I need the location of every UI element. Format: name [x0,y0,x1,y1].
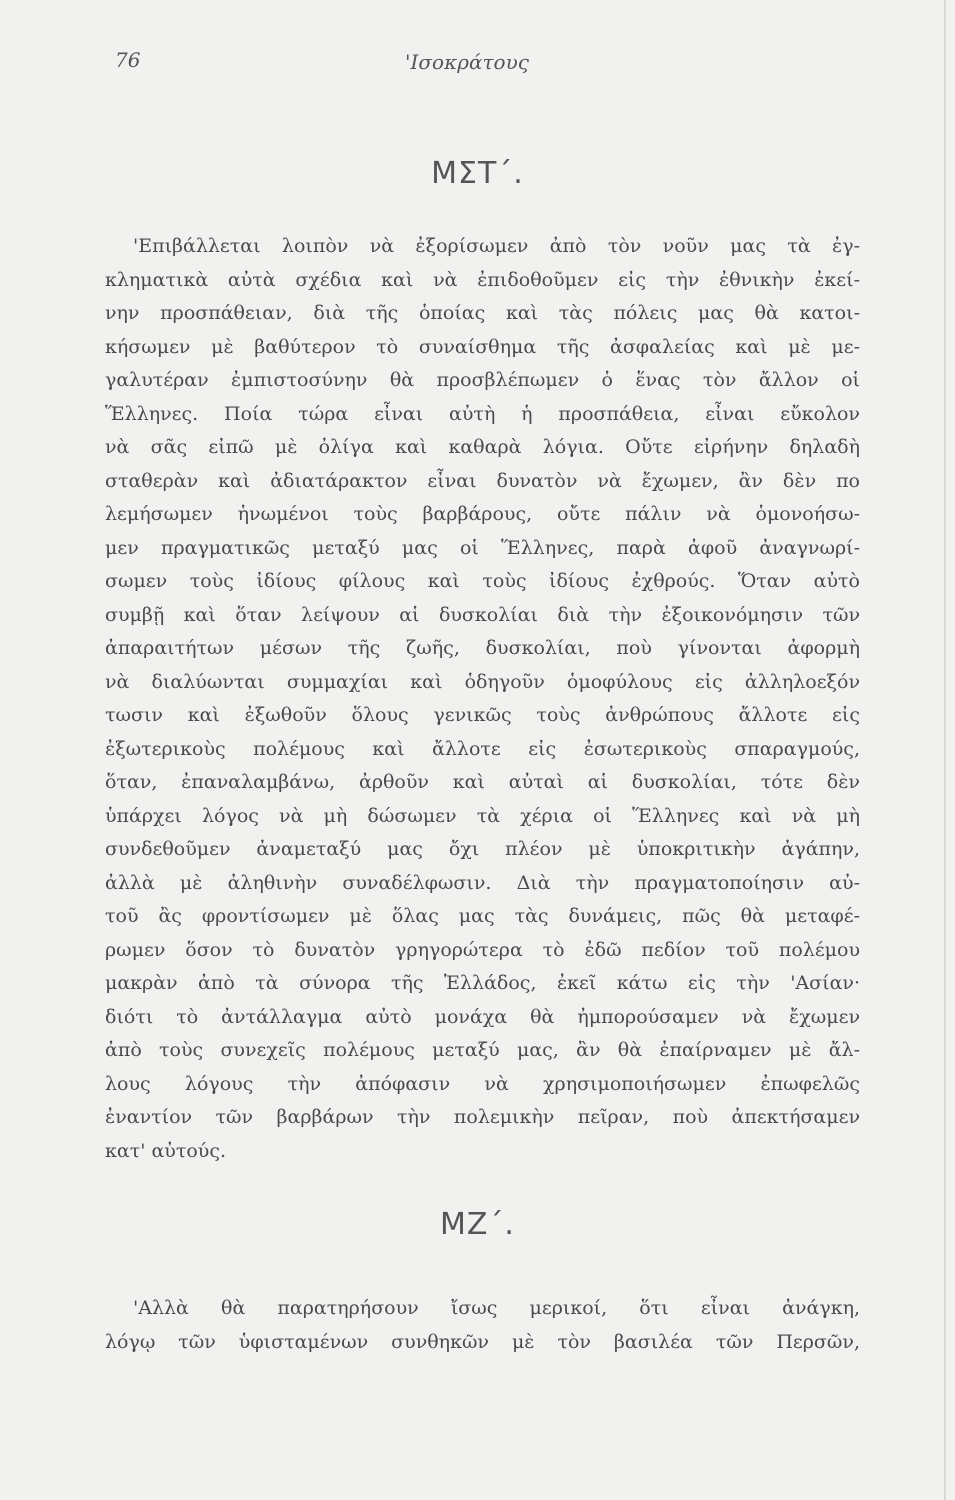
text-line: σταθερὰν καὶ ἀδιατάρακτον εἶναι δυνατὸν νὰ ἔχωμεν, ἂν δὲν πο [105,469,860,492]
paragraph-section-47 [105,1292,860,1359]
page-number: 76 [115,48,141,72]
text-line: ἐναντίον τῶν βαρβάρων τὴν πολεμικὴν πεῖραν, ποὺ ἀπεκτήσαμεν [105,1106,860,1128]
text-line: τωσιν καὶ ἐξωθοῦν ὅλους γενικῶς τοὺς ἀνθρώπους ἄλλοτε εἰς [105,704,860,726]
text-line: τοῦ ἂς φροντίσωμεν μὲ ὅλας μας τὰς δυνάμεις, πῶς θὰ μεταφέ- [105,905,860,927]
section-heading-46: ΜΣΤ΄. [431,156,524,191]
paragraph-section-46 [105,230,860,1168]
text-line: κληματικὰ αὐτὰ σχέδια καὶ νὰ ἐπιδοθοῦμεν εἰς τὴν ἐθνικὴν ἐκεί- [105,268,860,291]
text-line: συνδεθοῦμεν ἀναμεταξύ μας ὄχι πλέον μὲ ὑποκριτικὴν ἀγάπην, [105,838,860,860]
running-title: 'Ισοκράτους [405,50,529,74]
page-edge-rule [944,0,946,1500]
text-line: διότι τὸ ἀντάλλαγμα αὐτὸ μονάχα θὰ ἠμπορούσαμεν νὰ ἔχωμεν [105,1005,860,1028]
text-line: ρωμεν ὅσον τὸ δυνατὸν γρηγορώτερα τὸ ἐδῶ πεδίον τοῦ πολέμου [105,938,860,961]
text-line: ἐξωτερικοὺς πολέμους καὶ ἄλλοτε εἰς ἐσωτερικοὺς σπαραγμούς, [105,737,860,760]
text-line: νὰ σᾶς εἰπῶ μὲ ὀλίγα καὶ καθαρὰ λόγια. Οὔτε εἰρήνην δηλαδὴ [105,436,860,458]
text-line: σωμεν τοὺς ἰδίους φίλους καὶ τοὺς ἰδίους ἐχθρούς. Ὅταν αὐτὸ [105,570,860,592]
text-line: λόγῳ τῶν ὑφισταμένων συνθηκῶν μὲ τὸν βασιλέα τῶν Περσῶν, [105,1330,860,1353]
text-line: ἀπὸ τοὺς συνεχεῖς πολέμους μεταξύ μας, ἂν θὰ ἐπαίρναμεν μὲ ἄλ- [105,1039,860,1061]
text-line: ἀλλὰ μὲ ἀληθινὴν συναδέλφωσιν. Διὰ τὴν πραγματοποίησιν αὐ- [105,871,860,894]
text-line: Ἕλληνες. Ποία τώρα εἶναι αὐτὴ ἡ προσπάθεια, εἶναι εὔκολον [105,402,860,425]
text-line: νην προσπάθειαν, διὰ τῆς ὁποίας καὶ τὰς πόλεις μας θὰ κατοι- [105,302,860,324]
text-line: 'Αλλὰ θὰ παρατηρήσουν ἴσως μερικοί, ὅτι εἶναι ἀνάγκη, [133,1297,860,1319]
text-line: κήσωμεν μὲ βαθύτερον τὸ συναίσθημα τῆς ἀσφαλείας καὶ μὲ με- [105,335,860,358]
text-line: μεν πραγματικῶς μεταξύ μας οἱ Ἕλληνες, παρὰ ἀφοῦ ἀναγνωρί- [105,536,860,559]
text-line: λους λόγους τὴν ἀπόφασιν νὰ χρησιμοποιήσωμεν ἐπωφελῶς [105,1072,860,1095]
text-line: γαλυτέραν ἐμπιστοσύνην θὰ προσβλέπωμεν ὁ ἕνας τὸν ἄλλον οἱ [105,369,860,391]
text-line: νὰ διαλύωνται συμμαχίαι καὶ ὁδηγοῦν ὁμοφύλους εἰς ἀλληλοεξόν [105,670,860,693]
text-line: ὑπάρχει λόγος νὰ μὴ δώσωμεν τὰ χέρια οἱ Ἕλληνες καὶ νὰ μὴ [105,804,860,827]
section-heading-47: ΜΖ΄. [440,1207,515,1242]
text-line: συμβῇ καὶ ὅταν λείψουν αἱ δυσκολίαι διὰ τὴν ἐξοικονόμησιν τῶν [105,603,860,626]
text-line: λεμήσωμεν ἡνωμένοι τοὺς βαρβάρους, οὔτε πάλιν νὰ ὁμονοήσω- [105,503,860,525]
text-line: μακρὰν ἀπὸ τὰ σύνορα τῆς Ἑλλάδος, ἐκεῖ κάτω εἰς τὴν 'Ασίαν· [105,972,860,994]
text-line: ἀπαραιτήτων μέσων τῆς ζωῆς, δυσκολίαι, ποὺ γίνονται ἀφορμὴ [105,637,860,659]
text-line: ὅταν, ἐπαναλαμβάνω, ἀρθοῦν καὶ αὐταὶ αἱ δυσκολίαι, τότε δὲν [105,771,860,793]
text-line: κατ' αὐτούς. [105,1139,227,1162]
text-line: 'Επιβάλλεται λοιπὸν νὰ ἐξορίσωμεν ἀπὸ τὸν νοῦν μας τὰ ἐγ- [133,235,860,257]
